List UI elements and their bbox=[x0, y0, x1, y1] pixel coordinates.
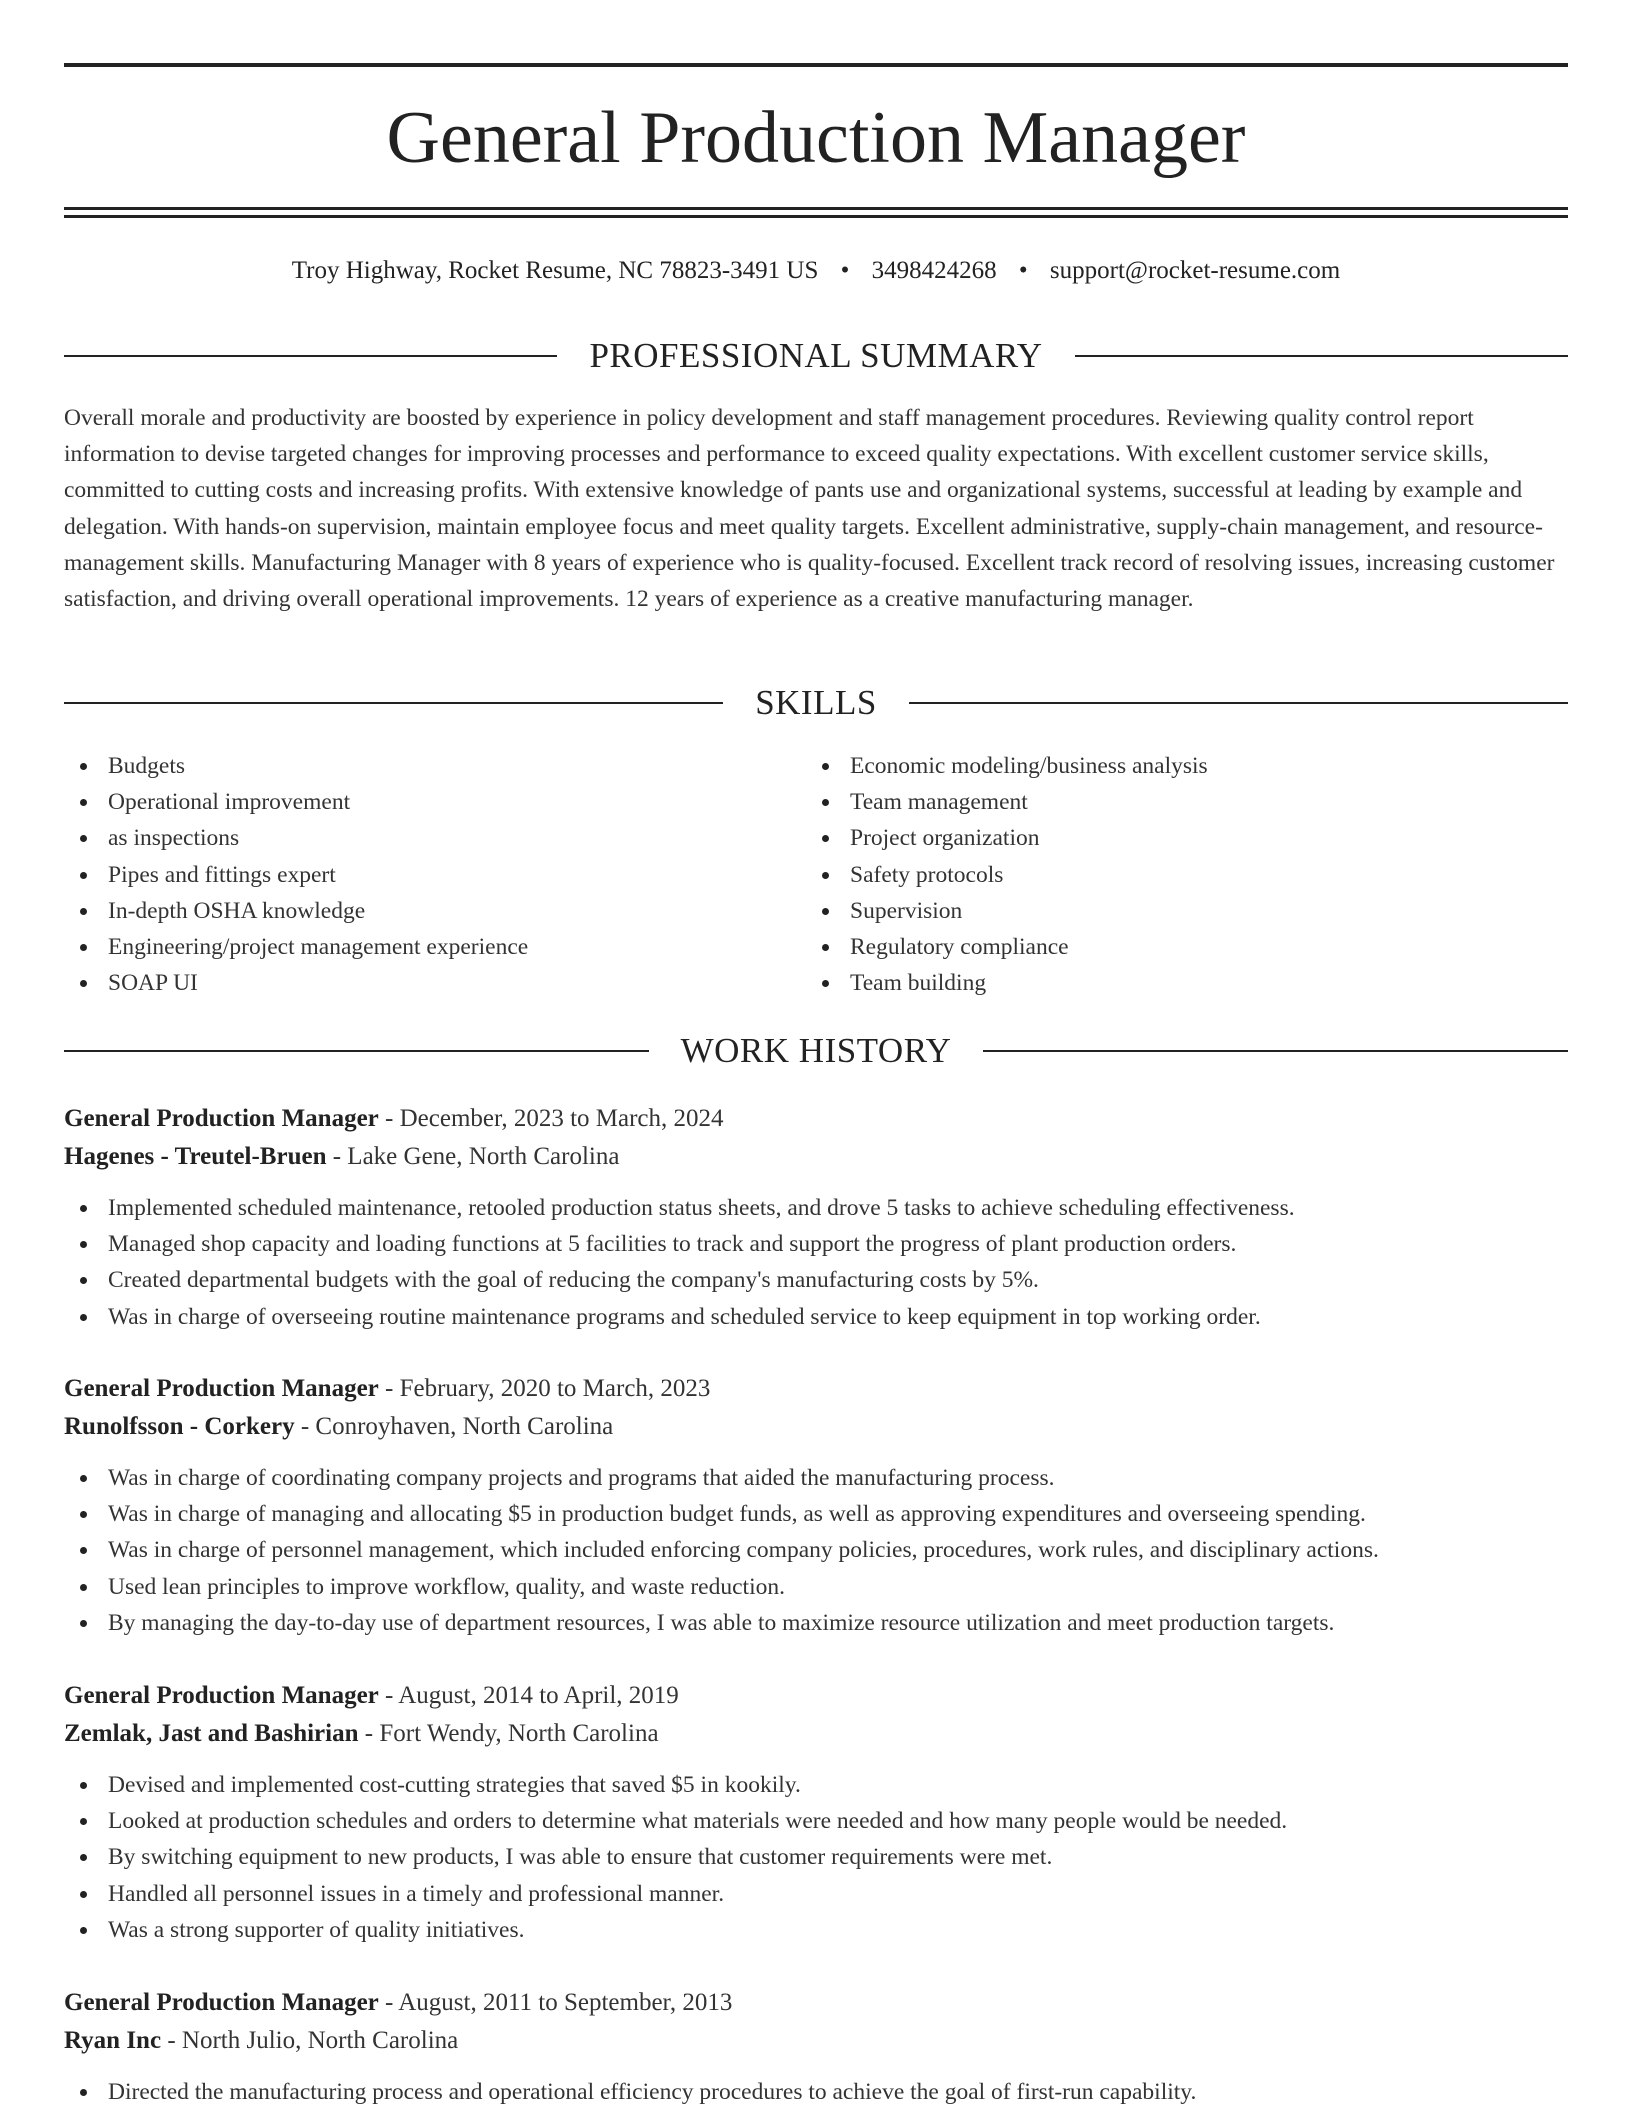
job-bullet: Was in charge of coordinating company projects and programs that aided the manufacturing process. bbox=[64, 1460, 1568, 1496]
section-header-skills bbox=[64, 683, 1568, 723]
skill-item: Safety protocols bbox=[806, 857, 1506, 893]
contact-address: Troy Highway, Rocket Resume, NC 78823-3491 US bbox=[291, 257, 819, 284]
resume-title: General Production Manager bbox=[386, 97, 1246, 179]
contact-line bbox=[64, 254, 1568, 288]
job-bullet: Devised and implemented cost-cutting strategies that saved $5 in kookily. bbox=[64, 1767, 1568, 1803]
job-entry bbox=[64, 1677, 1568, 1948]
job-title-line bbox=[64, 1370, 1568, 1408]
skill-item: Supervision bbox=[806, 893, 1506, 929]
job-company-line bbox=[64, 1715, 1568, 1753]
job-bullet: Directed the manufacturing process and operational efficiency procedures to achieve the goal of first-run capability. bbox=[64, 2074, 1568, 2110]
skills-list-right bbox=[806, 748, 1506, 1001]
skill-item: Project organization bbox=[806, 820, 1506, 856]
job-title-line bbox=[64, 1100, 1568, 1138]
title-rule-upper bbox=[64, 207, 1568, 210]
contact-separator: • bbox=[840, 257, 850, 284]
skill-item: Engineering/project management experience bbox=[64, 929, 764, 965]
contact-phone: 3498424268 bbox=[871, 257, 997, 284]
skills-list-left bbox=[64, 748, 764, 1001]
skill-item: as inspections bbox=[64, 820, 764, 856]
section-header-work bbox=[64, 1031, 1568, 1071]
section-header-summary bbox=[64, 336, 1568, 376]
job-bullet: Was a strong supporter of quality initiatives. bbox=[64, 1912, 1568, 1948]
divider bbox=[64, 355, 557, 357]
skill-item: Team building bbox=[806, 965, 1506, 1001]
divider bbox=[64, 702, 723, 704]
skill-item: SOAP UI bbox=[64, 965, 764, 1001]
job-bullets bbox=[64, 2074, 1568, 2110]
job-bullets bbox=[64, 1190, 1568, 1335]
job-title-line bbox=[64, 1677, 1568, 1715]
job-company: Zemlak, Jast and Bashirian bbox=[64, 1720, 359, 1747]
job-bullet: Was in charge of managing and allocating $5 in production budget funds, as well as approving expenditures and overseeing spending. bbox=[64, 1496, 1568, 1532]
skill-item: Budgets bbox=[64, 748, 764, 784]
job-bullet: Was in charge of overseeing routine maintenance programs and scheduled service to keep equipment in top working order. bbox=[64, 1299, 1568, 1335]
job-title: General Production Manager bbox=[64, 1989, 379, 2016]
section-title: WORK HISTORY bbox=[680, 1031, 952, 1070]
job-location: - Lake Gene, North Carolina bbox=[326, 1143, 620, 1170]
job-entry bbox=[64, 1370, 1568, 1641]
divider bbox=[64, 1050, 649, 1052]
job-title: General Production Manager bbox=[64, 1375, 379, 1402]
divider bbox=[1075, 355, 1568, 357]
skill-item: Economic modeling/business analysis bbox=[806, 748, 1506, 784]
job-title-line bbox=[64, 1984, 1568, 2022]
skill-item: In-depth OSHA knowledge bbox=[64, 893, 764, 929]
job-bullet: Managed shop capacity and loading functions at 5 facilities to track and support the progress of plant production orders. bbox=[64, 1226, 1568, 1262]
job-location: - Conroyhaven, North Carolina bbox=[294, 1413, 614, 1440]
job-bullet: Created departmental budgets with the goal of reducing the company's manufacturing costs by 5%. bbox=[64, 1262, 1568, 1298]
section-title: PROFESSIONAL SUMMARY bbox=[589, 336, 1043, 375]
job-dates: - December, 2023 to March, 2024 bbox=[378, 1105, 724, 1132]
job-company: Ryan Inc bbox=[64, 2027, 162, 2054]
job-title: General Production Manager bbox=[64, 1105, 379, 1132]
job-dates: - August, 2014 to April, 2019 bbox=[378, 1682, 679, 1709]
job-company-line bbox=[64, 1408, 1568, 1446]
job-bullet: Implemented scheduled maintenance, retooled production status sheets, and drove 5 tasks to achieve scheduling effectiveness. bbox=[64, 1190, 1568, 1226]
job-dates: - August, 2011 to September, 2013 bbox=[378, 1989, 733, 2016]
job-bullet: By switching equipment to new products, I was able to ensure that customer requirements were met. bbox=[64, 1839, 1568, 1875]
job-bullet: By managing the day-to-day use of department resources, I was able to maximize resource utilization and meet production targets. bbox=[64, 1605, 1568, 1641]
job-bullet: Was in charge of personnel management, which included enforcing company policies, procedures, work rules, and disciplinary actions. bbox=[64, 1532, 1568, 1568]
skill-item: Pipes and fittings expert bbox=[64, 857, 764, 893]
job-bullet: Looked at production schedules and orders to determine what materials were needed and how many people would be needed. bbox=[64, 1803, 1568, 1839]
job-bullets bbox=[64, 1460, 1568, 1641]
divider bbox=[983, 1050, 1568, 1052]
job-bullets bbox=[64, 1767, 1568, 1948]
job-company: Runolfsson - Corkery bbox=[64, 1413, 295, 1440]
divider bbox=[909, 702, 1568, 704]
contact-email: support@rocket-resume.com bbox=[1049, 257, 1341, 284]
skill-item: Team management bbox=[806, 784, 1506, 820]
top-rule bbox=[64, 63, 1568, 67]
section-title: SKILLS bbox=[755, 683, 877, 722]
job-title: General Production Manager bbox=[64, 1682, 379, 1709]
job-entry bbox=[64, 1100, 1568, 1335]
job-bullet: Handled all personnel issues in a timely and professional manner. bbox=[64, 1876, 1568, 1912]
title-rule-lower bbox=[64, 215, 1568, 218]
job-location: - North Julio, North Carolina bbox=[161, 2027, 459, 2054]
summary-text: Overall morale and productivity are boosted by experience in policy development and staff management procedures. Reviewing quality control report information to devise targeted changes for improving processes and performance to exceed quality expectations. With excellent customer service skills, committed to cutting costs and increasing profits. With extensive knowledge of pants use and organizational systems, successful at leading by example and delegation. With hands-on supervision, maintain employee focus and meet quality targets. Excellent administrative, supply-chain management, and resource-management skills. Manufacturing Manager with 8 years of experience who is quality-focused. Excellent track record of resolving issues, increasing customer satisfaction, and driving overall operational improvements. 12 years of experience as a creative manufacturing manager. bbox=[64, 405, 1555, 613]
job-location: - Fort Wendy, North Carolina bbox=[358, 1720, 659, 1747]
job-company: Hagenes - Treutel-Bruen bbox=[64, 1143, 327, 1170]
skill-item: Operational improvement bbox=[64, 784, 764, 820]
job-company-line bbox=[64, 2022, 1568, 2060]
job-entry bbox=[64, 1984, 1568, 2110]
contact-separator: • bbox=[1018, 257, 1028, 284]
job-dates: - February, 2020 to March, 2023 bbox=[378, 1375, 711, 1402]
job-bullet: Used lean principles to improve workflow, quality, and waste reduction. bbox=[64, 1569, 1568, 1605]
skill-item: Regulatory compliance bbox=[806, 929, 1506, 965]
job-company-line bbox=[64, 1138, 1568, 1176]
